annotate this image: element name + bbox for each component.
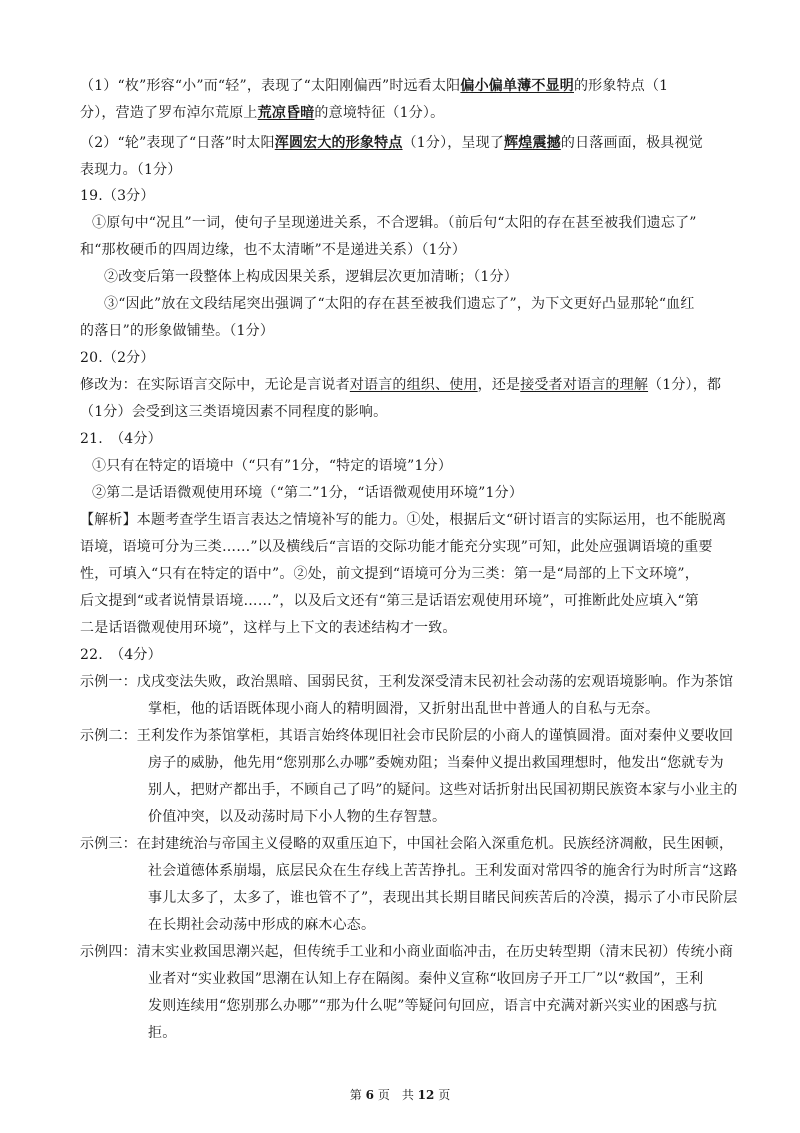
q20-heading: 20.（2分） xyxy=(80,350,155,366)
q22-example1-line2: 掌柜，他的话语既体现小商人的精明圆滑，又折射出乱世中普通人的自私与无奈。 xyxy=(148,701,660,717)
q18-part1-line1 xyxy=(80,76,668,96)
q22-example3-line3: 事儿太多了，太多了，谁也管不了”，表现出其长期目睹民间疾苦后的冷漠，揭示了小市民阶层 xyxy=(148,890,738,906)
q20-line2: （1分）会受到这三类语境因素不同程度的影响。 xyxy=(80,404,388,420)
q21-explain-line4: 后文提到“或者说情景语境……”，以及后文还有“第三是话语宏观使用环境”，可推断此处应填入“第 xyxy=(80,593,699,609)
underlined-text: 对语言的组织、使用 xyxy=(349,377,478,393)
q18-part1-line2 xyxy=(80,103,444,123)
emphasis-text: 荒凉昏暗 xyxy=(257,105,315,121)
text-run: 的形象特点（1 xyxy=(573,78,669,94)
q20-line1 xyxy=(80,375,721,395)
q22-example2-line3: 别人，把财产都出手，不顾自己了吗”的疑问。这些对话折射出民国初期民族资本家与小业主的 xyxy=(148,782,738,798)
q21-heading: 21. （4分） xyxy=(80,431,162,447)
q18-part2-line2: 表现力。（1分） xyxy=(80,162,182,178)
emphasis-text: 辉煌震撼 xyxy=(504,135,561,151)
q19-heading: 19.（3分） xyxy=(80,188,155,204)
text-run: 修改为：在实际语言交际中，无论是言说者 xyxy=(80,377,350,393)
q22-example4-line4: 拒。 xyxy=(148,1025,177,1041)
q22-example3-line4: 在长期社会动荡中形成的麻木心态。 xyxy=(148,917,376,933)
q19-line1: ①原句中“况且”一词，使句子呈现递进关系，不合逻辑。（前后句“太阳的存在甚至被我们遗忘了” xyxy=(92,215,697,231)
total-pages: 12 xyxy=(417,1088,435,1102)
q21-explain-line1: 【解析】本题考查学生语言表达之情境补写的能力。①处，根据后文“研讨语言的实际运用，也不能脱离 xyxy=(80,512,727,528)
q18-part2-line1 xyxy=(80,133,703,153)
footer-text: 第 xyxy=(349,1088,362,1102)
footer-text: 页 xyxy=(438,1088,451,1102)
text-run: （1）“枚”形容“小”而“轻”，表现了“太阳刚偏西”时远看太阳 xyxy=(80,78,461,94)
q21-answer2: ②第二是话语微观使用环境（“第二”1分，“话语微观使用环境”1分） xyxy=(92,485,524,501)
q22-example3-line1: 示例三：在封建统治与帝国主义侵略的双重压迫下，中国社会陷入深重危机。民族经济凋敝，民生困顿， xyxy=(80,836,734,852)
q19-line4: ③“因此”放在文段结尾突出强调了“太阳的存在甚至被我们遗忘了”，为下文更好凸显那轮“血红 xyxy=(104,296,695,312)
page-footer xyxy=(0,1087,800,1103)
q21-explain-line2: 语境，语境可分为三类……”以及横线后“言语的交际功能才能充分实现”可知，此处应强调语境的重要 xyxy=(80,539,713,555)
text-run: （1分），都 xyxy=(648,377,722,393)
text-run: 的日落画面，极具视觉 xyxy=(560,135,703,151)
page-number: 6 xyxy=(365,1088,374,1102)
emphasis-text: 浑圆宏大的形象特点 xyxy=(274,135,403,151)
text-run: （1分），呈现了 xyxy=(402,135,505,151)
q22-example2-line4: 价值冲突，以及动荡时局下小人物的生存智慧。 xyxy=(148,809,447,825)
q22-example4-line3: 发则连续用“您别那么办哪”“那为什么呢”等疑问句回应，语言中充满对新兴实业的困惑与抗 xyxy=(148,998,718,1014)
emphasis-text: 偏小偏单薄不显明 xyxy=(460,78,574,94)
q22-example4-line2: 业者对“实业救国”思潮在认知上存在隔阂。秦仲义宣称“收回房子开工厂”以“救国”，王利 xyxy=(148,971,704,987)
text-run: ，还是 xyxy=(477,377,521,393)
q22-example2-line2: 房子的威胁，他先用“您别那么办哪”委婉劝阻；当秦仲义提出救国理想时，他发出“您就专为 xyxy=(148,755,724,771)
footer-text: 页 共 xyxy=(377,1088,414,1102)
q19-line3: ②改变后第一段整体上构成因果关系，逻辑层次更加清晰；（1分） xyxy=(104,269,518,285)
q22-example4-line1: 示例四：清末实业救国思潮兴起，但传统手工业和小商业面临冲击，在历史转型期（清末民初）传统小商 xyxy=(80,944,734,960)
q21-explain-line5: 二是话语微观使用环境”，这样与上下文的表述结构才一致。 xyxy=(80,620,457,636)
text-run: 分），营造了罗布淖尔荒原上 xyxy=(80,105,258,121)
q19-line2: 和“那枚硬币的四周边缘，也不太清晰”不是递进关系）（1分） xyxy=(80,242,467,258)
underlined-text: 接受者对语言的理解 xyxy=(520,377,649,393)
q19-line5: 的落日”的形象做铺垫。（1分） xyxy=(80,323,275,339)
q22-example2-line1: 示例二：王利发作为茶馆掌柜，其语言始终体现旧社会市民阶层的小商人的谨慎圆滑。面对秦仲义要收回 xyxy=(80,728,734,744)
q22-example1-line1: 示例一：戊戌变法失败，政治黑暗、国弱民贫，王利发深受清末民初社会动荡的宏观语境影响。作为茶馆 xyxy=(80,674,734,690)
q21-explain-line3: 性，可填入“只有在特定的语中”。②处，前文提到“语境可分为三类：第一是“局部的上下文环境”， xyxy=(80,566,699,582)
q22-example3-line2: 社会道德体系崩塌，底层民众在生存线上苦苦挣扎。王利发面对常四爷的施舍行为时所言“这路 xyxy=(148,863,738,879)
q21-answer1: ①只有在特定的语境中（“只有”1分，“特定的语境”1分） xyxy=(92,458,453,474)
q22-heading: 22. （4分） xyxy=(80,647,162,663)
text-run: （2）“轮”表现了“日落”时太阳 xyxy=(80,135,275,151)
text-run: 的意境特征（1分）。 xyxy=(314,105,445,121)
